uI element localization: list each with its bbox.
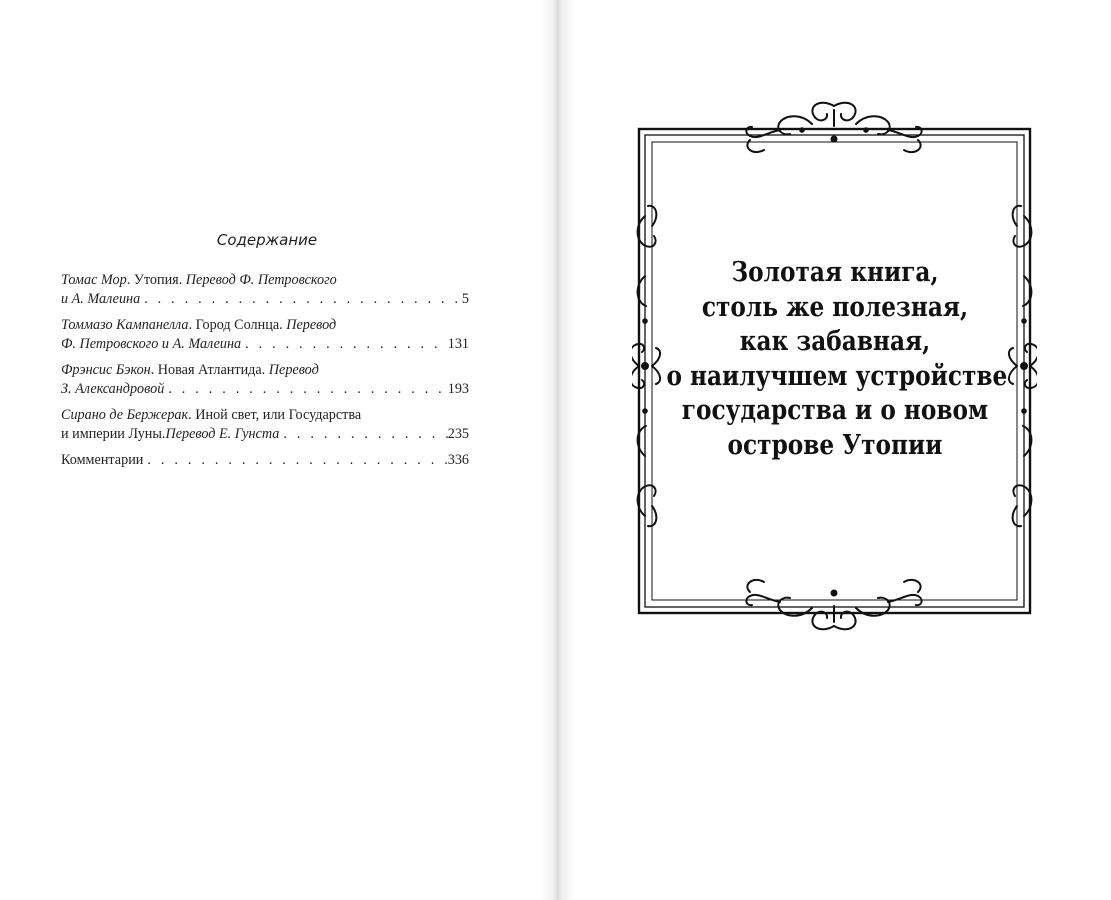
- title-line: столь же полезная,: [701, 291, 969, 323]
- toc-entry-line1: [61, 271, 469, 290]
- toc-entry-bergerac[interactable]: [61, 406, 469, 444]
- toc-entry-commentary[interactable]: [61, 451, 469, 470]
- toc-entry-line2: [61, 380, 469, 399]
- toc-entry-line2: [61, 290, 469, 309]
- toc-page-number: 131: [447, 336, 469, 352]
- title-line: о наилучшем устройстве: [666, 360, 1008, 392]
- leader-dots: [279, 425, 447, 444]
- toc-work: Новая Атлантида.: [157, 362, 269, 378]
- toc-page-number: 193: [447, 381, 469, 397]
- toc-sep: .: [188, 317, 196, 333]
- title-line: как забавная,: [739, 326, 931, 357]
- toc-translator-cont: Перевод Е. Гунста: [165, 426, 280, 442]
- toc-sep: .: [126, 272, 134, 288]
- leader-dots: [140, 290, 462, 309]
- toc-page-number: 235: [447, 426, 469, 442]
- title-line: государства и о новом: [681, 395, 989, 426]
- toc-sep: .: [188, 407, 196, 423]
- toc-entry-more[interactable]: [61, 271, 469, 309]
- left-page-contents: [0, 0, 554, 900]
- toc-translator-cont: З. Александровой: [61, 381, 165, 397]
- toc-work: Утопия.: [133, 272, 186, 288]
- title-line: Золотая книга,: [731, 257, 939, 288]
- toc-entry-campanella[interactable]: [61, 316, 469, 354]
- toc-entry-line1: [61, 316, 469, 335]
- title-line: острове Утопии: [727, 429, 943, 461]
- leader-dots: [241, 335, 448, 354]
- toc-author: Томмазо Кампанелла: [61, 317, 189, 333]
- toc-entry-line1: [61, 406, 469, 425]
- toc-entry-bacon[interactable]: [61, 361, 469, 399]
- toc-translator: Перевод: [268, 362, 319, 378]
- toc-line2-plain: и империи Луны.: [61, 426, 166, 442]
- toc-author: Фрэнсис Бэкон: [61, 362, 151, 378]
- toc-work: Иной свет, или Государства: [195, 407, 362, 423]
- toc-author: Томас Мор: [61, 272, 127, 288]
- toc-sep: .: [150, 362, 158, 378]
- leader-dots: [164, 380, 447, 399]
- toc-entry-line1: [61, 361, 469, 380]
- leader-dots: [143, 451, 447, 470]
- toc-work: Город Солнца.: [195, 317, 287, 333]
- toc-translator: Перевод: [286, 317, 337, 333]
- toc-page-number: 5: [461, 291, 469, 307]
- toc-translator: Перевод Ф. Петровского: [185, 272, 337, 288]
- toc-entry-line2: [61, 425, 469, 444]
- toc-translator-cont: Ф. Петровского и А. Малеина: [61, 336, 242, 352]
- toc-translator-cont: и А. Малеина: [61, 291, 141, 307]
- toc-heading: Содержание: [216, 231, 318, 249]
- toc-entry-line: [61, 451, 469, 470]
- toc-commentary-label: Комментарии: [61, 452, 144, 468]
- table-of-contents: [61, 271, 469, 477]
- toc-author: Сирано де Бержерак: [61, 407, 189, 423]
- book-title: [666, 256, 1008, 463]
- book-gutter: [540, 0, 576, 900]
- toc-entry-line2: [61, 335, 469, 354]
- toc-page-number: 336: [447, 452, 469, 468]
